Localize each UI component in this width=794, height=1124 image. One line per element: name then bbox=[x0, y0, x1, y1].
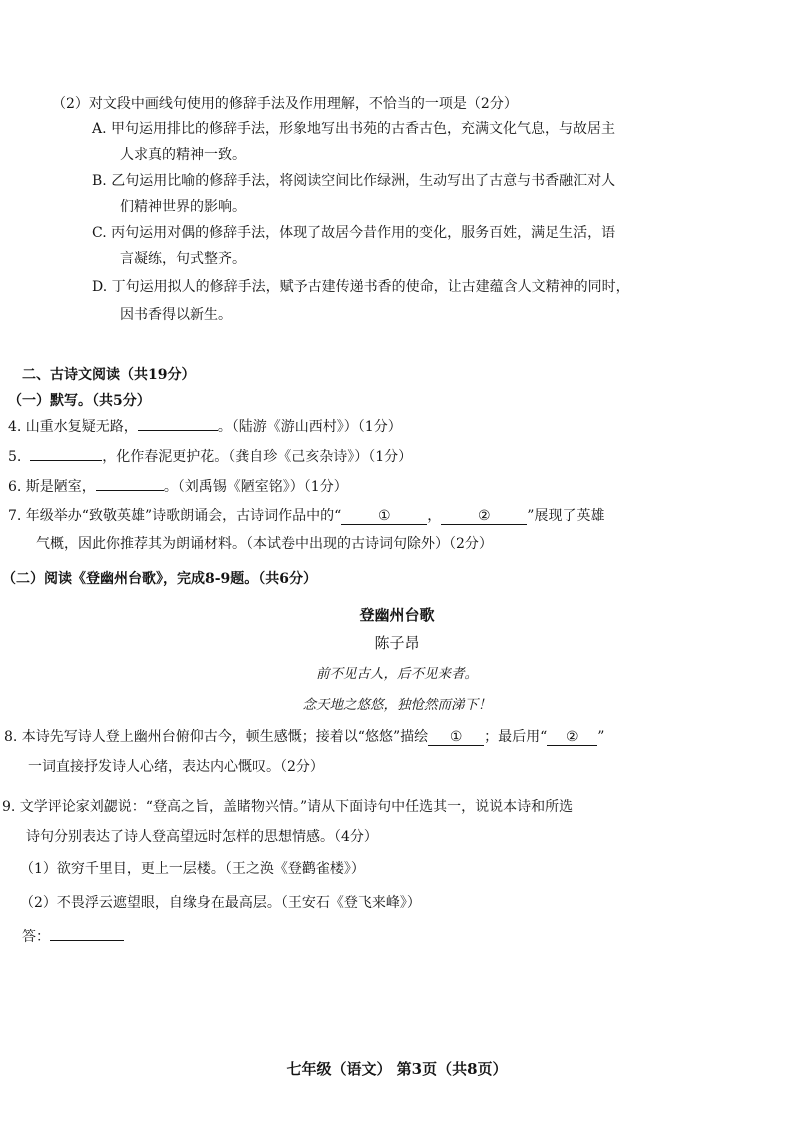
poem-author: 陈子昂 bbox=[374, 634, 420, 652]
q7-suffix: ”展现了英雄 bbox=[527, 508, 605, 524]
section-2-title: 二、古诗文阅读（共19分） bbox=[22, 367, 196, 383]
q8-middle: ；最后用“ bbox=[484, 729, 548, 745]
question-7-line2: 气概，因此你推荐其为朗诵材料。（本试卷中出现的古诗词句除外）（2分） bbox=[36, 536, 493, 552]
option-c-line1: C. 丙句运用对偶的修辞手法，体现了故居今昔作用的变化，服务百姓，满足生活，语 bbox=[92, 225, 616, 241]
q8-blank-2[interactable]: ② bbox=[547, 729, 597, 746]
option-d-line2: 因书香得以新生。 bbox=[120, 307, 232, 323]
option-c-line2: 言凝练，句式整齐。 bbox=[120, 251, 246, 267]
question-9-option-1: （1）欲穷千里目，更上一层楼。（王之涣《登鹳雀楼》） bbox=[20, 861, 365, 877]
answer-label: 答： bbox=[22, 929, 50, 945]
question-7-line1 bbox=[8, 505, 604, 527]
part-2-heading: （二）阅读《登幽州台歌》，完成8-9题。（共6分） bbox=[2, 571, 318, 587]
question-9-line1: 9. 文学评论家刘勰说：“登高之旨，盖睹物兴情。”请从下面诗句中任选其一，说说本诗和所选 bbox=[2, 799, 574, 815]
option-b-line1: B. 乙句运用比喻的修辞手法，将阅读空间比作绿洲，生动写出了古意与书香融汇对人 bbox=[92, 173, 616, 189]
q4-prefix: 4. 山重水复疑无路， bbox=[8, 419, 138, 435]
page-footer: 七年级（语文） 第3页（共8页） bbox=[286, 1060, 508, 1078]
question-8-line1 bbox=[4, 726, 604, 748]
q4-suffix: 。（陆游《游山西村》）（1分） bbox=[217, 419, 402, 435]
poem-line-1: 前不见古人，后不见来者。 bbox=[316, 666, 478, 682]
option-a-line2: 人求真的精神一致。 bbox=[120, 147, 246, 163]
question-4 bbox=[8, 416, 402, 438]
q8-suffix: ” bbox=[597, 729, 605, 745]
q9-answer-blank[interactable] bbox=[50, 940, 124, 941]
q7-blank-1[interactable]: ① bbox=[341, 508, 427, 525]
option-a-line1: A. 甲句运用排比的修辞手法，形象地写出书苑的古香古色，充满文化气息，与故居主 bbox=[92, 121, 616, 137]
question-6 bbox=[8, 476, 348, 498]
q7-prefix: 7. 年级举办“致敬英雄”诗歌朗诵会，古诗词作品中的“ bbox=[8, 508, 342, 524]
part-1-heading: （一）默写。（共5分） bbox=[8, 393, 151, 409]
question-5 bbox=[8, 446, 412, 468]
question-9-option-2: （2）不畏浮云遮望眼，自缘身在最高层。（王安石《登飞来峰》） bbox=[20, 895, 421, 911]
q6-answer-blank[interactable] bbox=[96, 490, 164, 491]
q6-suffix: 。（刘禹锡《陋室铭》）（1分） bbox=[163, 479, 348, 495]
q5-suffix: ，化作春泥更护花。（龚自珍《己亥杂诗》）（1分） bbox=[102, 449, 413, 465]
option-b-line2: 们精神世界的影响。 bbox=[120, 199, 246, 215]
q8-blank-1[interactable]: ① bbox=[428, 729, 484, 746]
q8-prefix: 8. 本诗先写诗人登上幽州台俯仰古今，顿生感慨；接着以“悠悠”描绘 bbox=[4, 729, 429, 745]
q6-prefix: 6. 斯是陋室， bbox=[8, 479, 96, 495]
question-9-line2: 诗句分别表达了诗人登高望远时怎样的思想情感。（4分） bbox=[26, 829, 378, 845]
poem-line-2: 念天地之悠悠，独怆然而涕下！ bbox=[302, 697, 492, 713]
option-d-line1: D. 丁句运用拟人的修辞手法，赋予古建传递书香的使命，让古建蕴含人文精神的同时， bbox=[92, 279, 630, 295]
q5-answer-blank[interactable] bbox=[30, 460, 102, 461]
q4-answer-blank[interactable] bbox=[138, 430, 218, 431]
poem-title: 登幽州台歌 bbox=[359, 606, 435, 624]
question-8-line2: 一词直接抒发诗人心绪，表达内心慨叹。（2分） bbox=[28, 759, 324, 775]
q5-prefix: 5. bbox=[8, 449, 22, 465]
question-9-answer bbox=[22, 926, 124, 948]
q7-blank-2[interactable]: ② bbox=[441, 508, 527, 525]
question-2-stem: （2）对文段中画线句使用的修辞手法及作用理解，不恰当的一项是（2分） bbox=[52, 96, 518, 112]
q7-separator: ， bbox=[427, 508, 442, 524]
